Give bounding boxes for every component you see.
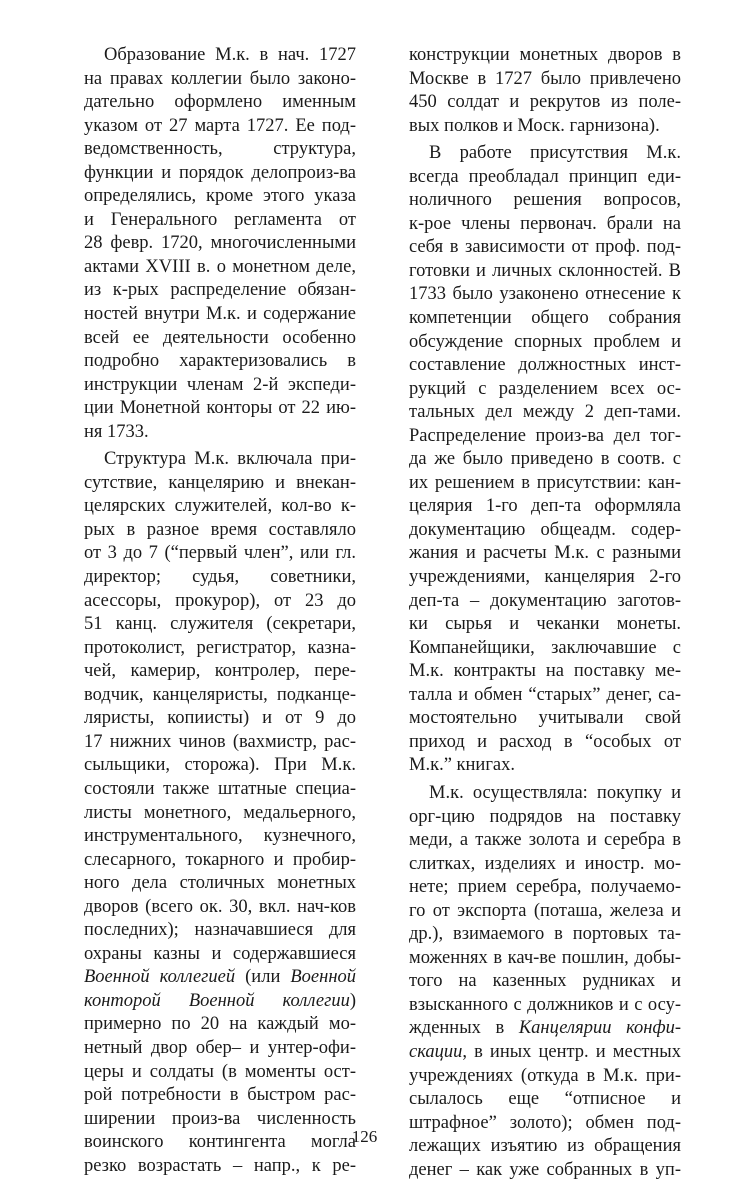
text-line: инструкции членам 2-й экспеди- (84, 374, 356, 395)
text-line: обсуждение спорных проблем и (409, 331, 681, 352)
text-line: штрафное” золото); обмен под- (409, 1112, 681, 1133)
text-line: слитках, изделиях и иностр. мо- (409, 853, 681, 874)
text-line: себя в зависимости от проф. под- (409, 237, 681, 258)
text-line: ширении произ-ва численность (84, 1108, 356, 1129)
text-fragment: , в иных центр. и местных (462, 1041, 681, 1062)
text-line: того на казенных рудниках и (409, 971, 681, 992)
text-line: 28 февр. 1720, многочисленными (84, 233, 356, 254)
right-text-column (409, 44, 681, 1182)
text-fragment: (или (235, 967, 291, 988)
text-line: нете; прием серебра, получаемо- (409, 877, 681, 898)
text-line: состояли также штатные специа- (84, 778, 356, 799)
text-line: 450 солдат и рекрутов из поле- (409, 92, 681, 113)
text-line: всегда преобладал принцип еди- (409, 166, 681, 187)
italic-term: Военной коллегией (84, 967, 236, 988)
text-line: Структура М.к. включала при- (104, 449, 356, 470)
text-line: Компанейщики, заключавшие с (409, 637, 681, 658)
text-line: водчик, канцеляристы, подканце- (84, 684, 356, 705)
text-line: В работе присутствия М.к. (429, 143, 681, 164)
italic-term: конторой Военной коллегии (84, 990, 350, 1011)
text-line: учреждениях (откуда в М.к. при- (409, 1065, 681, 1086)
text-line: М.к.” книгах. (409, 755, 515, 776)
text-fragment: ) (349, 990, 356, 1011)
text-line: М.к. осуществляла: покупку и (429, 782, 681, 803)
italic-term: скации (409, 1041, 463, 1062)
text-line: меди, а также золота и серебра в (409, 830, 681, 851)
text-line: асессоры, прокурор), от 23 до (84, 590, 356, 611)
text-line: готовки и личных склонностей. В (409, 260, 681, 281)
text-line: деп-та – документацию заготов- (409, 590, 681, 611)
text-fragment: жденных в (409, 1018, 519, 1039)
text-line: составление должностных инст- (409, 355, 681, 376)
text-line: и Генерального регламента от (84, 209, 356, 230)
text-line: всей ее деятельности особенно (84, 327, 356, 348)
text-line: директор; судья, советники, (84, 567, 356, 588)
text-line: охраны казны и содержавшиеся (84, 943, 356, 964)
text-line: рых в разное время составляло (84, 519, 356, 540)
text-line: талла и обмен “старых” денег, са- (409, 684, 681, 705)
text-line: М.к. контракты на поставку ме- (409, 661, 681, 682)
text-line: сылалось еще “отписное и (409, 1089, 681, 1110)
text-line: го от экспорта (поташа, железа и (409, 900, 681, 921)
text-line: церы и солдаты (в моменты ост- (84, 1061, 356, 1082)
text-line: целярских служителей, кол-во к- (84, 496, 356, 517)
text-line: дворов (всего ок. 30, вкл. нач-ков (84, 896, 356, 917)
text-line: Москве в 1727 было привлечено (409, 68, 681, 89)
text-line: лежащих изъятию из обращения (409, 1136, 681, 1157)
text-line: протоколист, регистратор, казна- (84, 637, 356, 658)
text-line: указом от 27 марта 1727. Ее под- (84, 115, 356, 136)
text-line: определялись, кроме этого указа (84, 186, 356, 207)
text-line: Распределение произ-ва дел тог- (409, 425, 681, 446)
text-line: листы монетного, медальерного, (84, 802, 356, 823)
text-line: резко возрастать – напр., к ре- (84, 1155, 356, 1176)
text-line: приход и расход в “особых от (409, 731, 681, 752)
text-line: подробно характеризовались в (84, 351, 356, 372)
text-line: компетенции общего собрания (409, 308, 681, 329)
text-line: тальных дел между 2 деп-тами. (409, 402, 681, 423)
text-line: к-рое члены первонач. брали на (409, 213, 681, 234)
text-line: целярия 1-го деп-та оформляла (409, 496, 681, 517)
text-line: от 3 до 7 (“первый член”, или гл. (84, 543, 356, 564)
text-line: последних); назначавшиеся для (84, 920, 356, 941)
text-line: жания и расчеты М.к. с разными (409, 543, 681, 564)
text-line: на правах коллегии было законо- (84, 68, 356, 89)
text-line: сутствие, канцелярию и внекан- (84, 472, 356, 493)
text-line: 51 канц. служителя (секретари, (84, 614, 356, 635)
text-line: орг-цию подрядов на поставку (409, 806, 681, 827)
text-line: ного дела столичных монетных (84, 873, 356, 894)
text-line (84, 990, 356, 1014)
text-line: ляристы, копиисты) и от 9 до (84, 708, 356, 729)
page-number: 126 (351, 1127, 378, 1146)
text-line: сыльщики, сторожа). При М.к. (84, 755, 356, 776)
text-line (409, 1017, 681, 1041)
text-line: ноличного решения вопросов, (409, 190, 681, 211)
text-line: 17 нижних чинов (вахмистр, рас- (84, 731, 356, 752)
text-line: их решением в присутствии: кан- (409, 472, 681, 493)
italic-term: Военной (290, 967, 356, 988)
text-line: денег – как уже собранных в уп- (409, 1159, 681, 1180)
text-line: рукций с разделением всех ос- (409, 378, 681, 399)
italic-term: Канцелярии конфи- (518, 1018, 682, 1039)
text-line: Образование М.к. в нач. 1727 (104, 45, 356, 65)
text-line: рой потребности в быстром рас- (84, 1085, 356, 1106)
text-line (84, 966, 356, 990)
text-line: 1733 было узаконено отнесение к (409, 284, 681, 305)
text-line: чей, камерир, контролер, пере- (84, 661, 356, 682)
text-line: ностей внутри М.к. и содержание (84, 304, 356, 325)
text-line: ведомственность, структура, (84, 139, 356, 160)
text-line: дательно оформлено именным (84, 92, 356, 113)
text-line: др.), взимаемого в портовых та- (409, 924, 681, 945)
text-line: моженнях в кач-ве пошлин, добы- (409, 947, 681, 968)
left-text-column (84, 44, 356, 1178)
text-line: инструментального, кузнечного, (84, 826, 356, 847)
text-line: воинского контингента могла (84, 1132, 356, 1153)
text-line: функции и порядок делопроиз-ва (84, 162, 356, 183)
text-line: из к-рых распределение обязан- (84, 280, 356, 301)
text-line: ня 1733. (84, 421, 149, 442)
text-line: документацию общеадм. содер- (409, 519, 681, 540)
text-line: нетный двор обер– и унтер-офи- (84, 1037, 356, 1058)
text-line: мостоятельно учитывали свой (409, 708, 681, 729)
text-line (409, 1041, 681, 1065)
text-line: ции Монетной конторы от 22 ию- (84, 398, 356, 419)
text-line: да же было приведено в соотв. с (409, 449, 681, 470)
text-line: взысканного с должников и с осу- (409, 994, 681, 1015)
text-line: слесарного, токарного и пробир- (84, 849, 356, 870)
text-line: примерно по 20 на каждый мо- (84, 1014, 356, 1035)
text-line: актами XVIII в. о монетном деле, (84, 256, 356, 277)
text-line: конструкции монетных дворов в (409, 45, 681, 65)
text-line: учреждениями, канцелярия 2-го (409, 567, 681, 588)
text-line: ки сырья и чеканки монеты. (409, 614, 681, 635)
text-line: вых полков и Моск. гарнизона). (409, 115, 660, 136)
